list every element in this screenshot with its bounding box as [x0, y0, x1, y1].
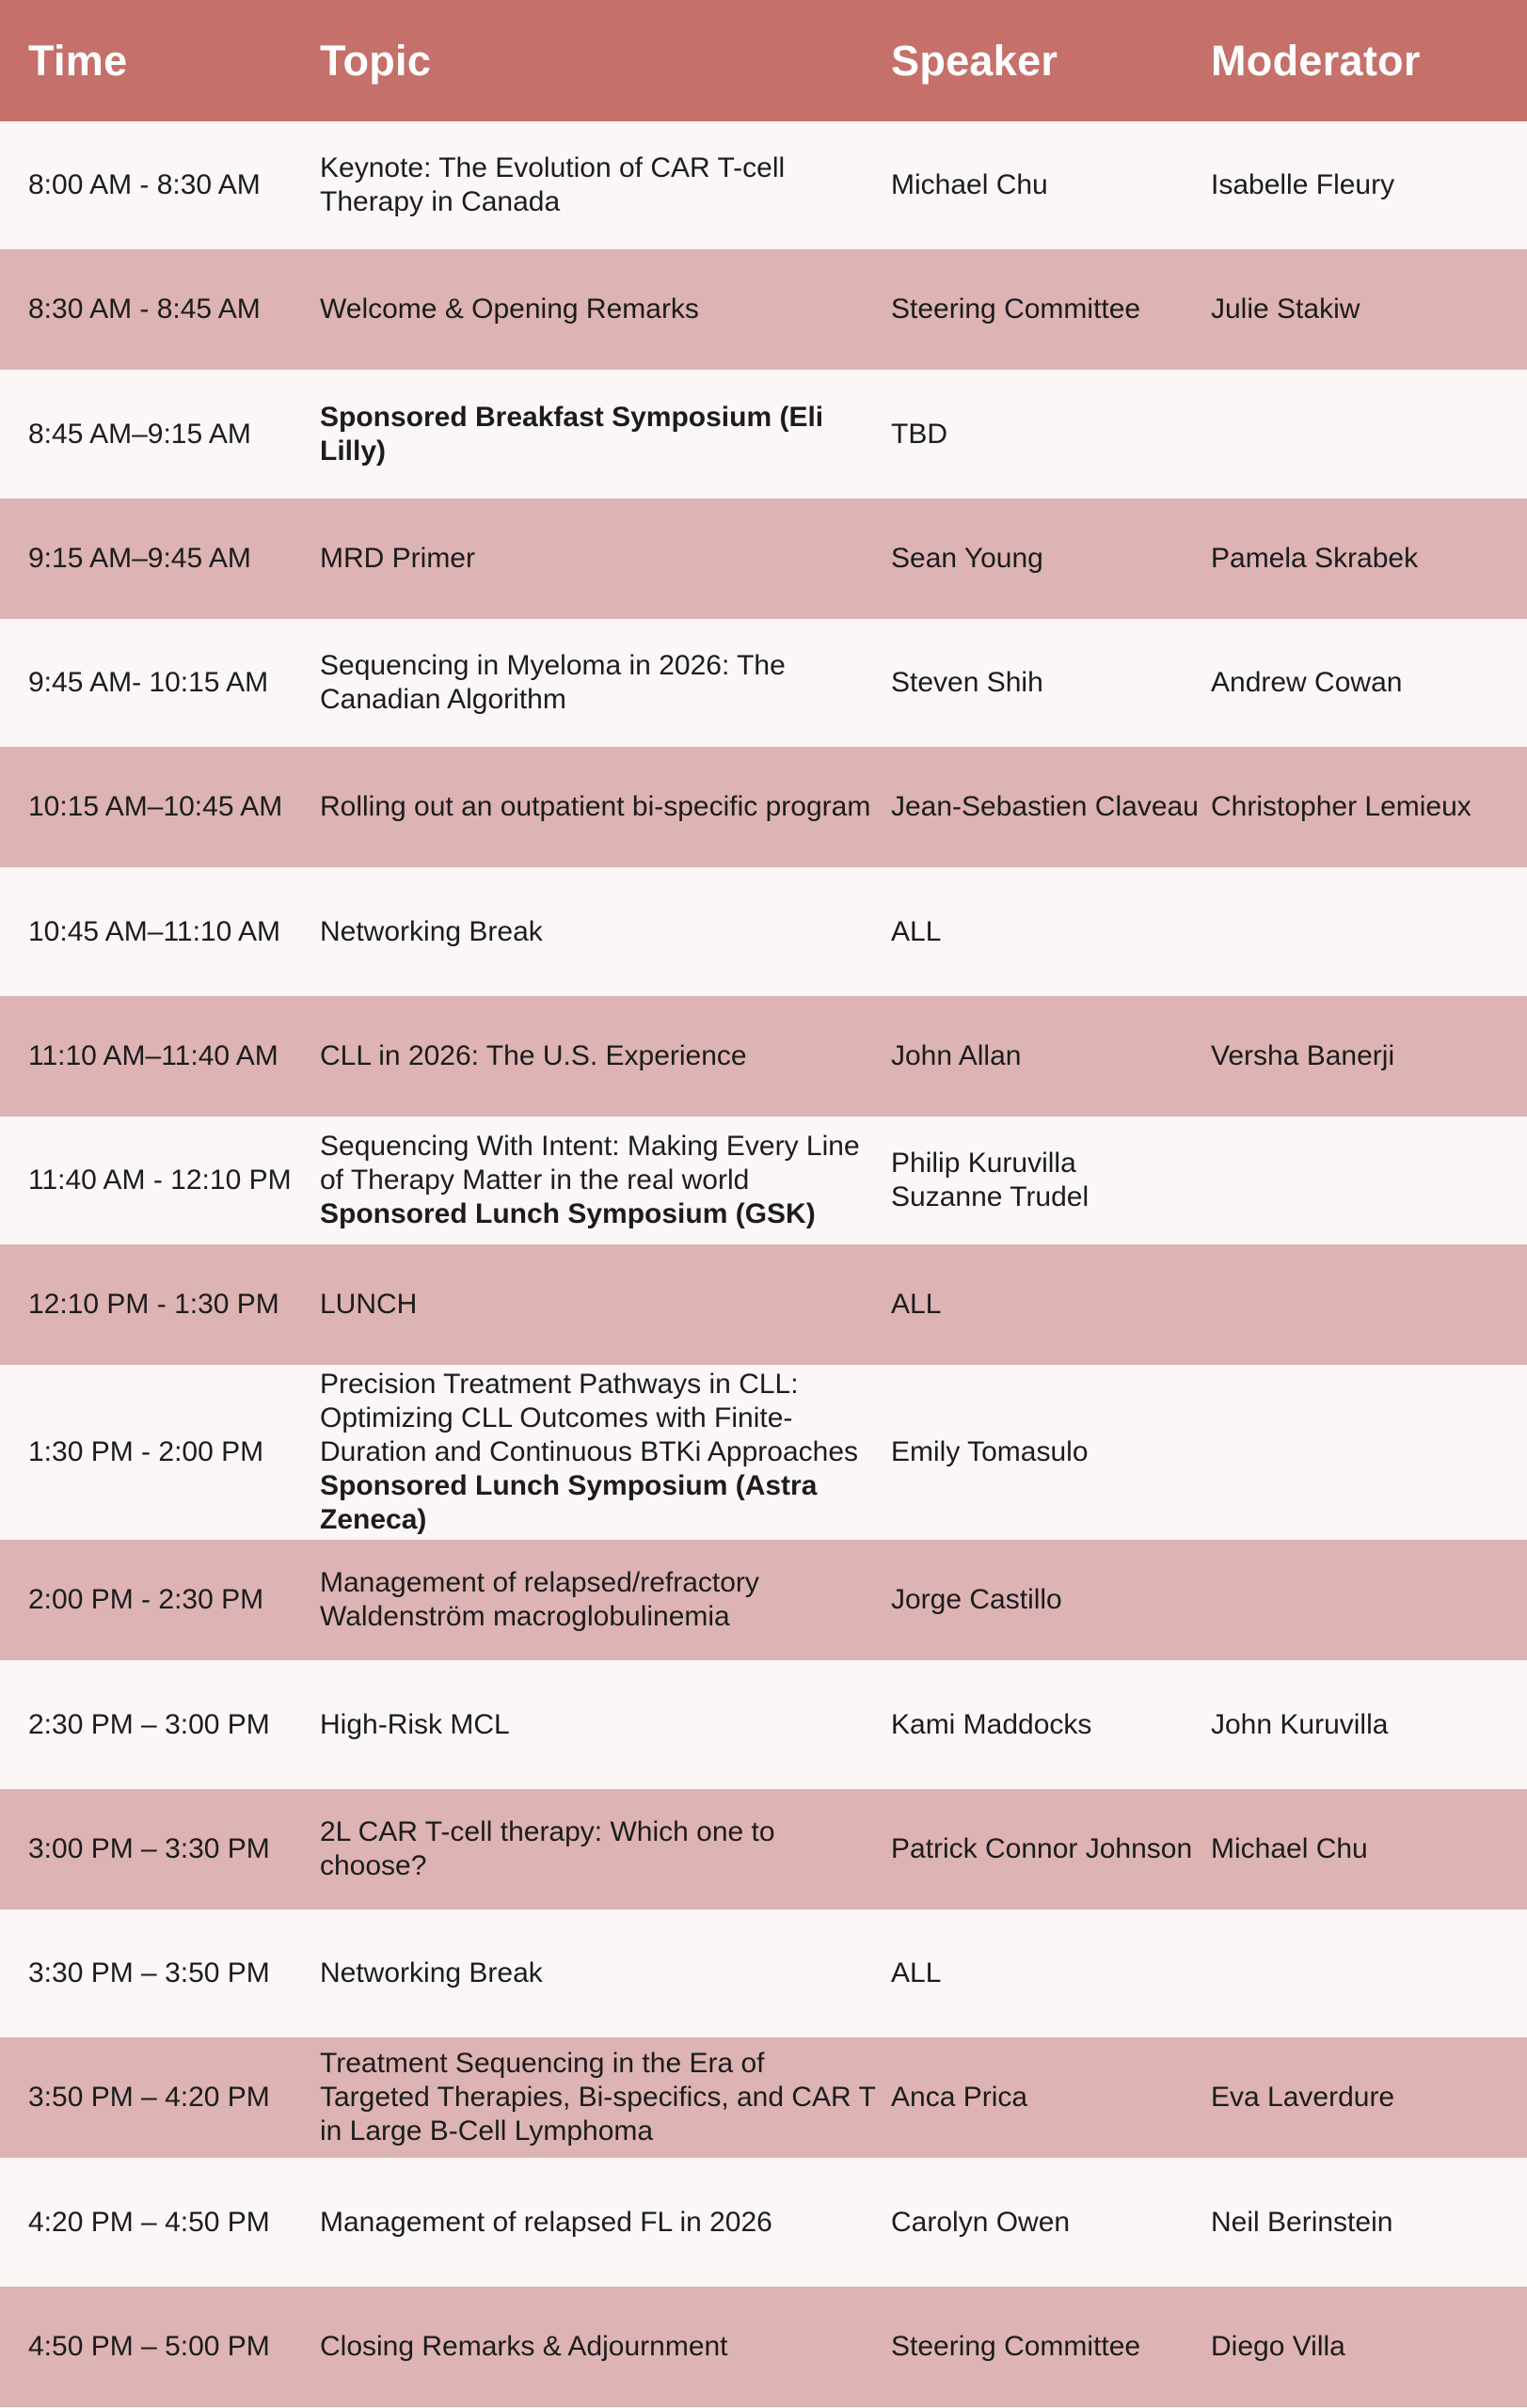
moderator-cell: Eva Laverdure	[1211, 2082, 1395, 2113]
table-row	[0, 2287, 1527, 2407]
speaker-cell	[891, 790, 1211, 824]
speaker-name: TBD	[891, 418, 947, 450]
table-row	[0, 1909, 1527, 2037]
table-row	[0, 2037, 1527, 2158]
topic-text: Networking Break	[320, 915, 543, 947]
speaker-name: Jorge Castillo	[891, 1584, 1062, 1615]
topic-text: Closing Remarks & Adjournment	[320, 2331, 728, 2362]
speaker-name: Suzanne Trudel	[891, 1181, 1090, 1212]
moderator-cell: John Kuruvilla	[1211, 1708, 1389, 1740]
topic-text: Sequencing With Intent: Making Every Line of Therapy Matter in the real world	[320, 1131, 860, 1196]
topic-cell	[320, 1815, 891, 1883]
topic-sponsor-text: Sponsored Breakfast Symposium (Eli Lilly)	[320, 401, 824, 467]
topic-text: Sequencing in Myeloma in 2026: The Canadian Algorithm	[320, 650, 786, 715]
topic-text: High-Risk MCL	[320, 1708, 510, 1740]
speaker-name: ALL	[891, 1289, 942, 1320]
topic-cell	[320, 790, 891, 824]
topic-cell	[320, 1956, 891, 1990]
table-row	[0, 370, 1527, 499]
speaker-name: Emily Tomasulo	[891, 1436, 1089, 1467]
time-cell: 4:20 PM – 4:50 PM	[28, 2206, 270, 2238]
table-row	[0, 249, 1527, 370]
table-row	[0, 121, 1527, 249]
table-row	[0, 1789, 1527, 1909]
topic-cell	[320, 2330, 891, 2364]
speaker-name: John Allan	[891, 1040, 1022, 1071]
topic-cell	[320, 2047, 891, 2148]
table-row	[0, 1365, 1527, 1540]
speaker-name: Philip Kuruvilla	[891, 1148, 1076, 1179]
table-row	[0, 1540, 1527, 1660]
table-row	[0, 2158, 1527, 2287]
speaker-name: ALL	[891, 1957, 942, 1988]
speaker-name: Michael Chu	[891, 169, 1048, 200]
topic-cell	[320, 542, 891, 576]
time-cell: 9:15 AM–9:45 AM	[28, 543, 251, 574]
table-row	[0, 1660, 1527, 1789]
moderator-cell: Christopher Lemieux	[1211, 791, 1471, 822]
speaker-cell	[891, 168, 1211, 202]
topic-cell	[320, 1039, 891, 1073]
speaker-cell	[891, 1956, 1211, 1990]
table-header	[0, 0, 1527, 121]
moderator-cell: Michael Chu	[1211, 1833, 1368, 1864]
speaker-cell	[891, 2330, 1211, 2364]
header-time: Time	[28, 36, 128, 85]
topic-cell	[320, 2206, 891, 2240]
speaker-cell	[891, 418, 1211, 452]
speaker-cell	[891, 1435, 1211, 1469]
speaker-cell	[891, 666, 1211, 700]
time-cell: 8:45 AM–9:15 AM	[28, 418, 251, 450]
topic-sponsor-text: Sponsored Lunch Symposium (Astra Zeneca)	[320, 1470, 818, 1535]
moderator-cell: Andrew Cowan	[1211, 667, 1403, 698]
header-moderator: Moderator	[1211, 36, 1421, 85]
topic-text: Management of relapsed FL in 2026	[320, 2206, 772, 2238]
moderator-cell: Versha Banerji	[1211, 1040, 1395, 1071]
table-row	[0, 996, 1527, 1117]
speaker-cell	[891, 1583, 1211, 1617]
time-cell: 8:00 AM - 8:30 AM	[28, 169, 261, 200]
topic-cell	[320, 293, 891, 326]
time-cell: 3:50 PM – 4:20 PM	[28, 2082, 270, 2113]
time-cell: 3:30 PM – 3:50 PM	[28, 1957, 270, 1988]
table-body	[0, 121, 1527, 2408]
speaker-cell	[891, 2206, 1211, 2240]
time-cell: 3:00 PM – 3:30 PM	[28, 1833, 270, 1864]
time-cell: 11:10 AM–11:40 AM	[28, 1040, 278, 1071]
speaker-cell	[891, 293, 1211, 326]
time-cell: 4:50 PM – 5:00 PM	[28, 2331, 270, 2362]
topic-cell	[320, 1368, 891, 1537]
speaker-cell	[891, 1039, 1211, 1073]
table-row	[0, 619, 1527, 747]
topic-text: LUNCH	[320, 1289, 418, 1320]
header-topic: Topic	[320, 36, 432, 85]
speaker-name: ALL	[891, 915, 942, 947]
time-cell: 2:00 PM - 2:30 PM	[28, 1584, 264, 1615]
moderator-cell: Isabelle Fleury	[1211, 169, 1395, 200]
topic-cell	[320, 401, 891, 468]
topic-text: 2L CAR T-cell therapy: Which one to choose?	[320, 1816, 775, 1881]
topic-cell	[320, 1130, 891, 1231]
moderator-cell: Pamela Skrabek	[1211, 543, 1419, 574]
speaker-name: Anca Prica	[891, 2082, 1028, 2113]
speaker-cell	[891, 1832, 1211, 1866]
topic-text: Treatment Sequencing in the Era of Targeted Therapies, Bi-specifics, and CAR T in Large B-Cell Lymphoma	[320, 2048, 876, 2147]
time-cell: 11:40 AM - 12:10 PM	[28, 1164, 292, 1196]
table-row	[0, 499, 1527, 619]
topic-cell	[320, 915, 891, 949]
table-row	[0, 747, 1527, 867]
time-cell: 8:30 AM - 8:45 AM	[28, 293, 261, 325]
speaker-cell	[891, 915, 1211, 949]
topic-text: Rolling out an outpatient bi-specific program	[320, 791, 871, 822]
topic-cell	[320, 1288, 891, 1322]
speaker-name: Jean-Sebastien Claveau	[891, 791, 1199, 822]
moderator-cell: Neil Berinstein	[1211, 2206, 1393, 2238]
speaker-cell	[891, 1147, 1211, 1214]
table-row	[0, 1244, 1527, 1365]
topic-text: Management of relapsed/refractory Waldenström macroglobulinemia	[320, 1567, 759, 1632]
topic-text: Precision Treatment Pathways in CLL: Optimizing CLL Outcomes with Finite-Duration and Continuous BTKi Approaches	[320, 1369, 859, 1467]
topic-text: CLL in 2026: The U.S. Experience	[320, 1040, 747, 1071]
speaker-name: Carolyn Owen	[891, 2206, 1071, 2238]
speaker-name: Sean Young	[891, 543, 1043, 574]
topic-text: Welcome & Opening Remarks	[320, 293, 699, 325]
speaker-cell	[891, 542, 1211, 576]
time-cell: 12:10 PM - 1:30 PM	[28, 1289, 279, 1320]
speaker-name: Steven Shih	[891, 667, 1043, 698]
topic-cell	[320, 1566, 891, 1634]
topic-text: Keynote: The Evolution of CAR T-cell Therapy in Canada	[320, 152, 786, 217]
table-row	[0, 867, 1527, 996]
time-cell: 10:15 AM–10:45 AM	[28, 791, 283, 822]
moderator-cell: Julie Stakiw	[1211, 293, 1360, 325]
speaker-cell	[891, 1708, 1211, 1742]
time-cell: 1:30 PM - 2:00 PM	[28, 1436, 264, 1467]
speaker-cell	[891, 1288, 1211, 1322]
time-cell: 9:45 AM- 10:15 AM	[28, 667, 269, 698]
topic-text: MRD Primer	[320, 543, 475, 574]
topic-text: Networking Break	[320, 1957, 543, 1988]
moderator-cell: Diego Villa	[1211, 2331, 1345, 2362]
table-row	[0, 1117, 1527, 1244]
topic-sponsor-text: Sponsored Lunch Symposium (GSK)	[320, 1198, 816, 1229]
header-speaker: Speaker	[891, 36, 1058, 85]
time-cell: 2:30 PM – 3:00 PM	[28, 1708, 270, 1740]
speaker-name: Kami Maddocks	[891, 1708, 1092, 1740]
speaker-name: Steering Committee	[891, 293, 1141, 325]
speaker-cell	[891, 2081, 1211, 2115]
time-cell: 10:45 AM–11:10 AM	[28, 915, 280, 947]
speaker-name: Steering Committee	[891, 2331, 1141, 2362]
speaker-name: Patrick Connor Johnson	[891, 1833, 1193, 1864]
topic-cell	[320, 1708, 891, 1742]
topic-cell	[320, 649, 891, 717]
topic-cell	[320, 151, 891, 219]
